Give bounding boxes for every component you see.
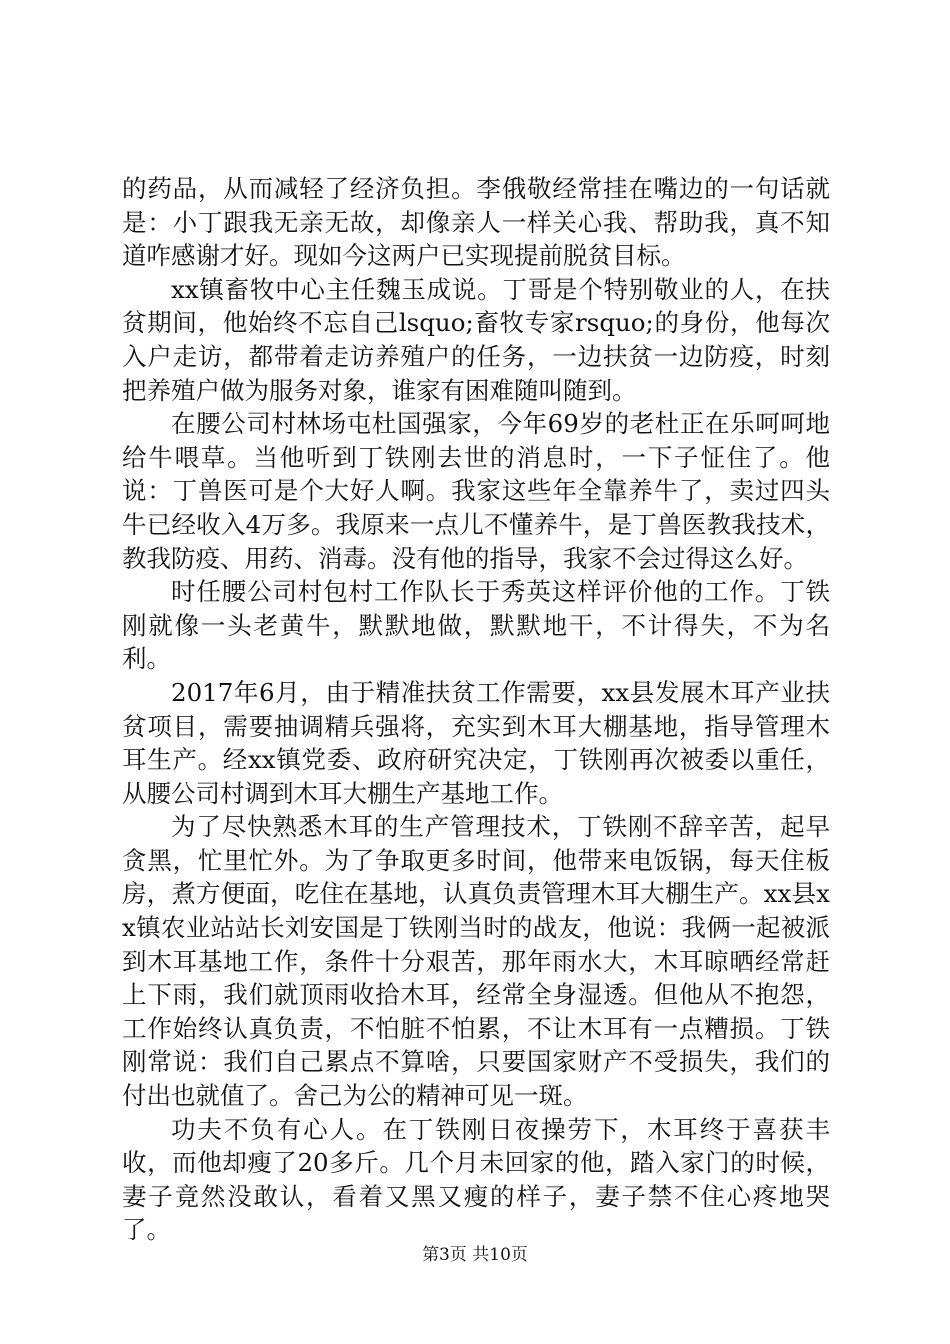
paragraph: 为了尽快熟悉木耳的生产管理技术，丁铁刚不辞辛苦，起早贪黑，忙里忙外。为了争取更多时间，他带来电饭锅，每天住板房，煮方便面，吃住在基地，认真负责管理木耳大棚生产。xx县xx镇农业站站长刘安国是丁铁刚当时的战友，他说：我俩一起被派到木耳基地工作，条件十分艰苦，那年雨水大，木耳晾晒经常赶上下雨，我们就顶雨收拾木耳，经常全身湿透。但他从不抱怨，工作始终认真负责，不怕脏不怕累，不让木耳有一点糟损。丁铁刚常说：我们自己累点不算啥，只要国家财产不受损失，我们的付出也就值了。舍己为公的精神可见一斑。 xyxy=(122,812,830,1111)
page-number-footer: 第3页 共10页 xyxy=(422,1245,528,1265)
paragraph: xx镇畜牧中心主任魏玉成说。丁哥是个特别敬业的人，在扶贫期间，他始终不忘自己lsquo;畜牧专家rsquo;的身份，他每次入户走访，都带着走访养殖户的任务，一边扶贫一边防疫，时刻把养殖户做为服务对象，谁家有困难随叫随到。 xyxy=(122,274,830,405)
paragraph: 时任腰公司村包村工作队长于秀英这样评价他的工作。丁铁刚就像一头老黄牛，默默地做，默默地干，不计得失，不为名利。 xyxy=(122,577,830,674)
paragraph-continuation: 的药品，从而减轻了经济负担。李俄敬经常挂在嘴边的一句话就是：小丁跟我无亲无故，却像亲人一样关心我、帮助我，真不知道咋感谢才好。现如今这两户已实现提前脱贫目标。 xyxy=(122,174,830,271)
paragraph: 功夫不负有心人。在丁铁刚日夜操劳下，木耳终于喜获丰收，而他却瘦了20多斤。几个月未回家的他，踏入家门的时候，妻子竟然没敢认，看着又黑又瘦的样子，妻子禁不住心疼地哭了。 xyxy=(122,1114,830,1245)
document-body xyxy=(122,172,830,1247)
paragraph: 2017年6月，由于精准扶贫工作需要，xx县发展木耳产业扶贫项目，需要抽调精兵强将，充实到木耳大棚基地，指导管理木耳生产。经xx镇党委、政府研究决定，丁铁刚再次被委以重任，从腰公司村调到木耳大棚生产基地工作。 xyxy=(122,677,830,808)
paragraph: 在腰公司村林场屯杜国强家，今年69岁的老杜正在乐呵呵地给牛喂草。当他听到丁铁刚去世的消息时，一下子怔住了。他说：丁兽医可是个大好人啊。我家这些年全靠养牛了，卖过四头牛已经收入4万多。我原来一点儿不懂养牛，是丁兽医教我技术，教我防疫、用药、消毒。没有他的指导，我家不会过得这么好。 xyxy=(122,409,830,573)
